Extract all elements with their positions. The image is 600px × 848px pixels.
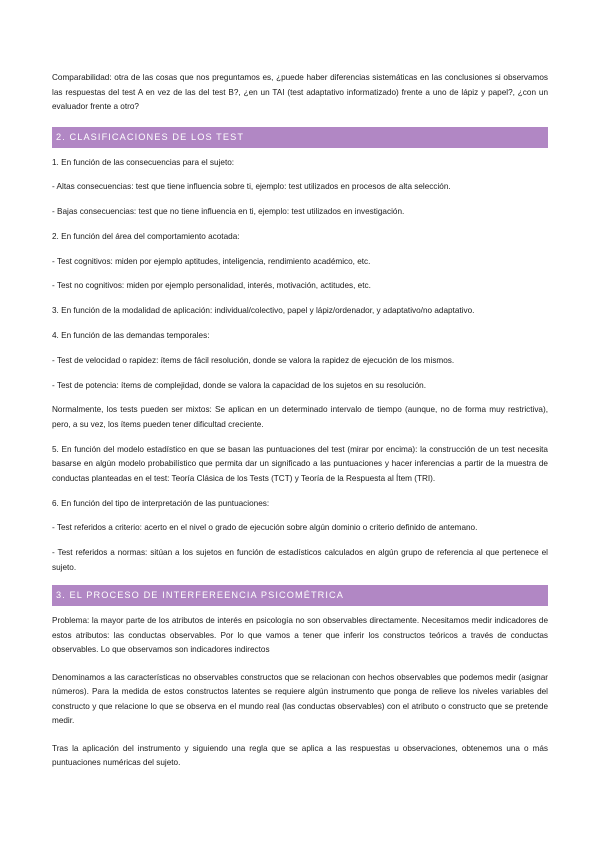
list-item: - Test referidos a normas: sitúan a los sujetos en función de estadísticos calculados en algún grupo de referencia al que pertenece el sujeto. <box>52 548 548 572</box>
body-paragraph: Tras la aplicación del instrumento y siguiendo una regla que se aplica a las respuestas u observaciones, obtenemos una o más puntuaciones numéricas del sujeto. <box>52 743 548 768</box>
list-item: - Altas consecuencias: test que tiene influencia sobre ti, ejemplo: test utilizados en procesos de alta selección. <box>52 182 451 192</box>
list-item: - Test de velocidad o rapidez: ítems de fácil resolución, donde se valora la rapidez de ejecución de los mismos. <box>52 355 455 365</box>
list-item: - Test referidos a criterio: acerto en el nivel o grado de ejecución sobre algún dominio o criterio definido de antemano. <box>52 523 478 533</box>
list-item: - Test cognitivos: miden por ejemplo aptitudes, inteligencia, rendimiento académico, etc. <box>52 256 371 266</box>
classification-3-heading: 3. En función de la modalidad de aplicación: individual/colectivo, papel y lápiz/ordenador, y adaptativo/no adaptativo. <box>52 306 475 316</box>
intro-paragraph: Comparabilidad: otra de las cosas que nos preguntamos es, ¿puede haber diferencias sistemáticas en las conclusiones si observamos las respuestas del test A en vez de las del test B?, ¿en un TAI (test adaptativo informatizado) frente a uno de lápiz y papel?, ¿con un evaluador frente a otro? <box>52 73 548 111</box>
body-paragraph: Denominamos a las características no observables constructos que se relacionan con hechos observables que podemos medir (asignar números). Para la medida de estos constructos latentes se requiere algún instrumento que ponga de relieve los niveles variables del constructo y que relacione lo que se observa en el mundo real (las conductas observables) con el atributo o constructo que se pretende medir. <box>52 672 548 726</box>
section-2-heading: 2. CLASIFICACIONES DE LOS TEST <box>52 127 548 148</box>
body-paragraph: Problema: la mayor parte de los atributos de interés en psicología no son observables directamente. Necesitamos medir indicadores de estos atributos: las conductas observables. Por lo que vamos a tener que inferir los constructos teóricos a través de conductas observables. Lo que observamos son indicadores indirectos <box>52 616 548 655</box>
classification-6-heading: 6. En función del tipo de interpretación de las puntuaciones: <box>52 498 270 508</box>
section-3-heading: 3. EL PROCESO DE INTERFEREENCIA PSICOMÉTRICA <box>52 585 548 606</box>
classification-4-heading: 4. En función de las demandas temporales: <box>52 331 210 341</box>
list-item: - Test no cognitivos: miden por ejemplo personalidad, interés, motivación, actitudes, etc. <box>52 281 371 291</box>
list-item: - Bajas consecuencias: test que no tiene influencia en ti, ejemplo: test utilizados en investigación. <box>52 207 405 217</box>
classification-2-heading: 2. En función del área del comportamiento acotada: <box>52 231 240 241</box>
body-paragraph: Normalmente, los tests pueden ser mixtos: Se aplican en un determinado intervalo de tiempo (aunque, no de forma muy restrictiva), pero, a su vez, los ítems pueden tener dificultad creciente. <box>52 405 548 429</box>
list-item: - Test de potencia: ítems de complejidad, donde se valora la capacidad de los sujetos en su resolución. <box>52 380 426 390</box>
classification-5-paragraph: 5. En función del modelo estadístico en que se basan las puntuaciones del test (mirar por encima): la construcción de un test necesita basarse en algún modelo probabilístico que permita dar un significado a las puntuaciones y hacer inferencias a partir de la muestra de conductas planteadas en el test: Teoría Clásica de los Tests (TCT) y Teoría de la Respuesta al Ítem (TRI). <box>52 444 548 483</box>
classification-1-heading: 1. En función de las consecuencias para el sujeto: <box>52 157 235 167</box>
page-content <box>52 71 548 781</box>
